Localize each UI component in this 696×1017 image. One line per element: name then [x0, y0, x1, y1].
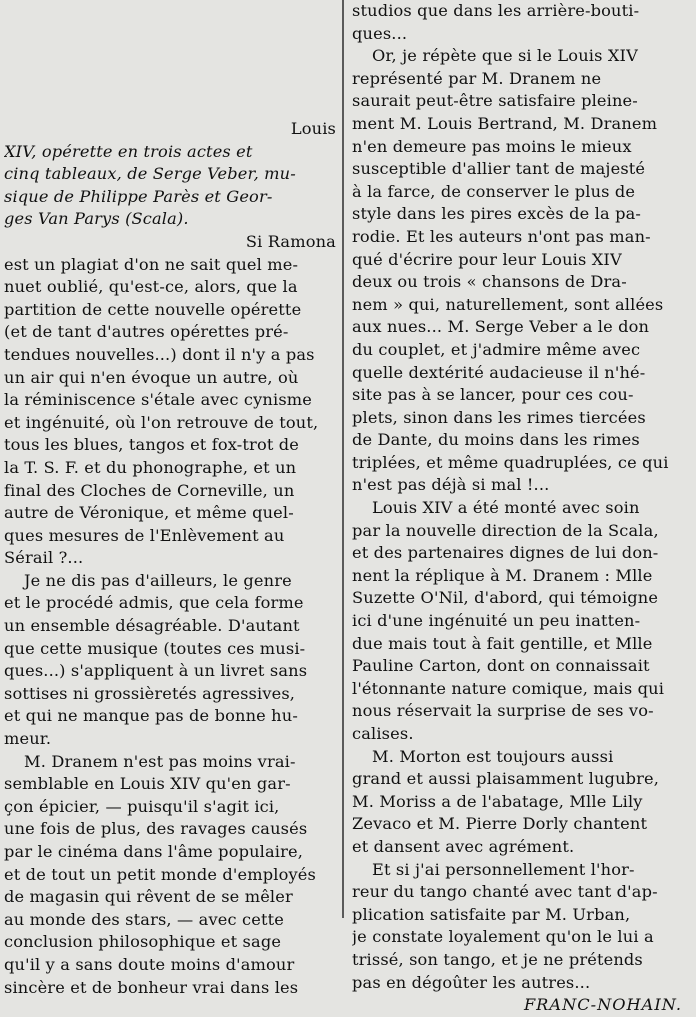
text-line: deux ou trois « chansons de Dra- — [352, 272, 627, 292]
text-line: Sérail ?... — [4, 548, 84, 568]
text-line: est un plagiat d'on ne sait quel me- — [4, 254, 299, 274]
text-line: aux nues... M. Serge Veber a le don — [352, 317, 650, 337]
text-line: final des Cloches de Corneville, un — [4, 480, 295, 500]
text-line: par la nouvelle direction de la Scala, — [352, 520, 659, 540]
text-line: et ingénuité, où l'on retrouve de tout, — [4, 412, 319, 432]
text-line: M. Dranem n'est pas moins vrai- — [24, 751, 296, 771]
text-line: la réminiscence s'étale avec cynisme — [4, 390, 313, 410]
text-line: de magasin qui rêvent de se mêler — [4, 887, 293, 907]
text-line: grand et aussi plaisamment lugubre, — [352, 769, 660, 789]
text-line: je constate loyalement qu'on le lui a — [352, 927, 654, 947]
text-line: pas en dégoûter les autres... — [352, 972, 591, 992]
text-line: n'en demeure pas moins le mieux — [352, 136, 632, 156]
text-line: tous les blues, tangos et fox-trot de — [4, 435, 300, 455]
text-line: Je ne dis pas d'ailleurs, le genre — [24, 570, 292, 590]
text-line: M. Morton est toujours aussi — [372, 746, 614, 766]
text-line: meur. — [4, 729, 52, 749]
text-line: rodie. Et les auteurs n'ont pas man- — [352, 226, 651, 246]
column-divider — [342, 0, 344, 918]
text-line: et des partenaires dignes de lui don- — [352, 543, 659, 563]
text-line: ques...) s'appliquent à un livret sans — [4, 661, 308, 681]
text-line: nuet oublié, qu'est-ce, alors, que la — [4, 277, 298, 297]
text-line: de Dante, du moins dans les rimes — [352, 430, 640, 450]
text-line: partition de cette nouvelle opérette — [4, 299, 302, 319]
text-line: n'est pas déjà si mal !... — [352, 475, 550, 495]
text-line: çon épicier, — puisqu'il s'agit ici, — [4, 796, 280, 816]
text-line: autre de Véronique, et même quel- — [4, 503, 294, 523]
heading-line: ges Van Parys (Scala). — [4, 209, 189, 229]
text-line: site pas à se lancer, pour ces cou- — [352, 385, 634, 405]
text-line: tendues nouvelles...) dont il n'y a pas — [4, 344, 315, 364]
text-line: Pauline Carton, dont on connaissait — [352, 656, 650, 676]
text-line: et de tout un petit monde d'employés — [4, 864, 316, 884]
text-line: représenté par M. Dranem ne — [352, 68, 602, 88]
right-column — [352, 0, 690, 1017]
text-line: due mais tout à fait gentille, et Mlle — [352, 633, 653, 653]
text-line: semblable en Louis XIV qu'en gar- — [4, 774, 291, 794]
text-line: ici d'une ingénuité un peu inatten- — [352, 611, 641, 631]
text-line: nous réservait la surprise de ses vo- — [352, 701, 654, 721]
text-line: M. Moriss a de l'abatage, Mlle Lily — [352, 791, 643, 811]
right-body-text — [352, 0, 690, 994]
text-line: à la farce, de conserver le plus de — [352, 181, 636, 201]
text-line: et qui ne manque pas de bonne hu- — [4, 706, 298, 726]
text-line: susceptible d'allier tant de majesté — [352, 159, 646, 179]
text-line: Si Ramona — [245, 231, 336, 251]
review-heading — [4, 118, 336, 231]
text-line: Louis XIV a été monté avec soin — [372, 498, 640, 518]
text-line: reur du tango chanté avec tant d'ap- — [352, 882, 658, 902]
left-body-text — [4, 231, 336, 999]
text-line: ment M. Louis Bertrand, M. Dranem — [352, 113, 658, 133]
text-line: Et si j'ai personnellement l'hor- — [372, 859, 635, 879]
text-line: un air qui n'en évoque un autre, où — [4, 367, 299, 387]
text-line: l'étonnante nature comique, mais qui — [352, 678, 665, 698]
text-line: nem » qui, naturellement, sont allées — [352, 294, 664, 314]
text-line: ques... — [352, 23, 408, 43]
text-line: trissé, son tango, et je ne prétends — [352, 949, 643, 969]
text-line: et le procédé admis, que cela forme — [4, 593, 304, 613]
text-line: que cette musique (toutes ces musi- — [4, 638, 306, 658]
text-line: du couplet, et j'admire même avec — [352, 339, 641, 359]
text-line: la T. S. F. et du phonographe, et un — [4, 457, 297, 477]
text-line: et dansent avec agrément. — [352, 836, 575, 856]
text-line: qu'il y a sans doute moins d'amour — [4, 954, 295, 974]
text-line: studios que dans les arrière-bouti- — [352, 1, 640, 20]
heading-line: cinq tableaux, de Serge Veber, mu- — [4, 164, 296, 184]
text-line: qué d'écrire pour leur Louis XIV — [352, 249, 622, 269]
text-line: plication satisfaite par M. Urban, — [352, 904, 631, 924]
text-line: plets, sinon dans les rimes tiercées — [352, 407, 646, 427]
text-line: triplées, et même quadruplées, ce qui — [352, 452, 669, 472]
text-line: (et de tant d'autres opérettes pré- — [4, 322, 289, 342]
left-column — [4, 0, 336, 999]
text-line: ques mesures de l'Enlèvement au — [4, 525, 285, 545]
text-line: style dans les pires excès de la pa- — [352, 204, 642, 224]
text-line: un ensemble désagréable. D'autant — [4, 616, 300, 636]
heading-line: sique de Philippe Parès et Geor- — [4, 186, 273, 206]
text-line: nent la réplique à M. Dranem : Mlle — [352, 565, 653, 585]
text-line: au monde des stars, — avec cette — [4, 909, 284, 929]
text-line: Zevaco et M. Pierre Dorly chantent — [352, 814, 648, 834]
text-line: Or, je répète que si le Louis XIV — [372, 46, 638, 66]
text-line: quelle dextérité audacieuse il n'hé- — [352, 362, 646, 382]
text-line: conclusion philosophique et sage — [4, 932, 282, 952]
heading-line: Louis — [290, 119, 336, 138]
text-line: sottises ni grossièretés agressives, — [4, 683, 296, 703]
author-signature: FRANC-NOHAIN. — [523, 995, 682, 1015]
text-line: calises. — [352, 724, 414, 743]
text-line: saurait peut-être satisfaire pleine- — [352, 91, 638, 111]
text-line: Suzette O'Nil, d'abord, qui témoigne — [352, 588, 659, 608]
top-blank-area — [4, 0, 336, 118]
text-line: par le cinéma dans l'âme populaire, — [4, 842, 304, 861]
text-line: une fois de plus, des ravages causés — [4, 819, 308, 839]
heading-line: XIV, opérette en trois actes et — [4, 141, 253, 161]
text-line: sincère et de bonheur vrai dans les — [4, 977, 299, 997]
